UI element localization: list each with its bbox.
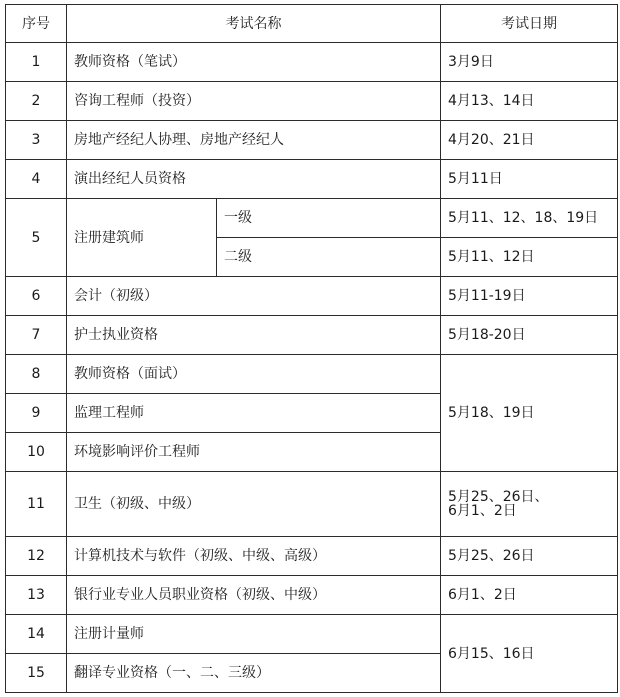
exam-schedule-table <box>5 4 618 693</box>
row-exam-name: 房地产经纪人协理、房地产经纪人 <box>67 121 441 160</box>
row-exam-name: 银行业专业人员职业资格（初级、中级） <box>67 576 441 615</box>
row-exam-name: 教师资格（笔试） <box>67 43 441 82</box>
row-exam-name: 护士执业资格 <box>67 316 441 355</box>
row-no: 2 <box>6 82 67 121</box>
table-row <box>6 576 618 615</box>
row-no: 14 <box>6 615 67 654</box>
table-row <box>6 43 618 82</box>
table-row <box>6 316 618 355</box>
row-exam-date: 6月15、16日 <box>441 615 618 693</box>
header-no: 序号 <box>6 5 67 43</box>
table-row <box>6 355 618 394</box>
row-exam-sublevel: 二级 <box>217 238 441 277</box>
row-exam-date: 5月11-19日 <box>441 277 618 316</box>
table-row <box>6 160 618 199</box>
row-exam-date: 5月18-20日 <box>441 316 618 355</box>
row-exam-name: 注册计量师 <box>67 615 441 654</box>
row-exam-name: 注册建筑师 <box>67 199 217 277</box>
row-no: 13 <box>6 576 67 615</box>
row-exam-date-line: 6月1、2日 <box>448 503 517 519</box>
row-no: 8 <box>6 355 67 394</box>
row-no: 4 <box>6 160 67 199</box>
row-no: 15 <box>6 654 67 693</box>
row-exam-name: 环境影响评价工程师 <box>67 433 441 472</box>
row-exam-date: 3月9日 <box>441 43 618 82</box>
row-no: 7 <box>6 316 67 355</box>
row-no: 5 <box>6 199 67 277</box>
row-exam-date: 5月18、19日 <box>441 355 618 472</box>
row-no: 11 <box>6 472 67 537</box>
row-exam-date-line: 5月25、26日、 <box>448 489 549 505</box>
row-exam-date: 5月11、12日 <box>441 238 618 277</box>
row-exam-date <box>441 472 618 537</box>
row-exam-date: 6月1、2日 <box>441 576 618 615</box>
row-exam-name: 计算机技术与软件（初级、中级、高级） <box>67 537 441 576</box>
row-no: 12 <box>6 537 67 576</box>
table-row <box>6 277 618 316</box>
row-exam-name: 咨询工程师（投资） <box>67 82 441 121</box>
row-exam-date: 5月11日 <box>441 160 618 199</box>
row-exam-name: 翻译专业资格（一、二、三级） <box>67 654 441 693</box>
row-no: 9 <box>6 394 67 433</box>
row-exam-date: 5月11、12、18、19日 <box>441 199 618 238</box>
row-exam-date: 5月25、26日 <box>441 537 618 576</box>
table-row <box>6 199 618 238</box>
row-exam-name: 会计（初级） <box>67 277 441 316</box>
row-no: 6 <box>6 277 67 316</box>
row-exam-sublevel: 一级 <box>217 199 441 238</box>
row-exam-name: 演出经纪人员资格 <box>67 160 441 199</box>
row-exam-name: 教师资格（面试） <box>67 355 441 394</box>
row-no: 10 <box>6 433 67 472</box>
table-row <box>6 121 618 160</box>
row-exam-date: 4月13、14日 <box>441 82 618 121</box>
row-exam-name: 卫生（初级、中级） <box>67 472 441 537</box>
row-no: 3 <box>6 121 67 160</box>
header-name: 考试名称 <box>67 5 441 43</box>
row-exam-date: 4月20、21日 <box>441 121 618 160</box>
row-exam-name: 监理工程师 <box>67 394 441 433</box>
header-date: 考试日期 <box>441 5 618 43</box>
table-row <box>6 537 618 576</box>
row-no: 1 <box>6 43 67 82</box>
table-row <box>6 615 618 654</box>
table-row <box>6 472 618 537</box>
table-header-row <box>6 5 618 43</box>
table-row <box>6 82 618 121</box>
